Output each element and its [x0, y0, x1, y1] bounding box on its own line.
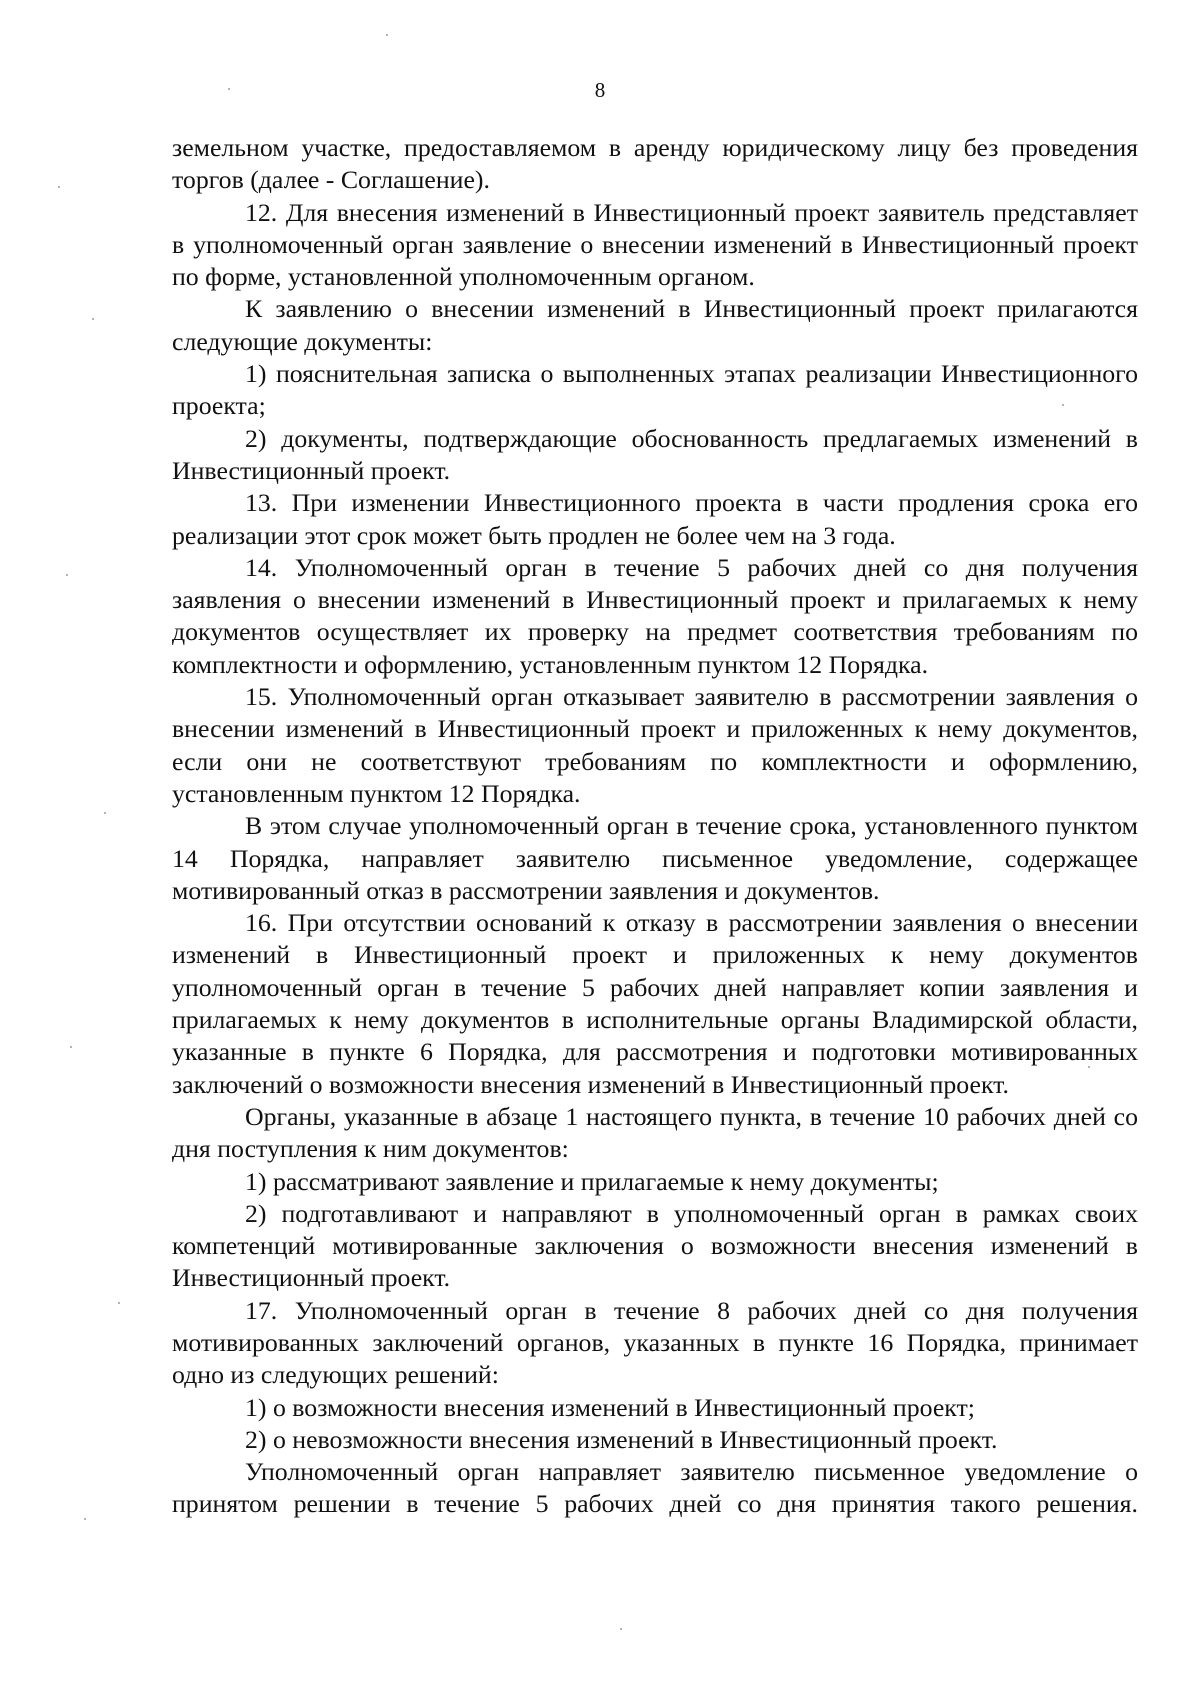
paragraph: Уполномоченный орган направляет заявителю письменное уведомление о принятом решении в течение 5 рабочих дней со дня принятия такого решения. — [172, 1457, 1138, 1519]
paragraph: В этом случае уполномоченный орган в течение срока, установленного пунктом 14 Порядка, направляет заявителю письменное уведомление, содержащее мотивированный отказ в рассмотрении заявления и документов. — [172, 811, 1138, 905]
paragraph: К заявлению о внесении изменений в Инвестиционный проект прилагаются следующие документы: — [172, 294, 1138, 356]
paragraph: Органы, указанные в абзаце 1 настоящего пункта, в течение 10 рабочих дней со дня поступления к ним документов: — [172, 1101, 1138, 1164]
paragraph: 14. Уполномоченный орган в течение 5 рабочих дней со дня получения заявления о внесении изменений в Инвестиционный проект и прилагаемых к нему документов осуществляет их проверку на предмет соответствия требованиям по комплектности и оформлению, установленным пунктом 12 Порядка. — [172, 552, 1138, 679]
paragraph: 2) о невозможности внесения изменений в Инвестиционный проект. — [245, 1424, 998, 1454]
scan-speck — [70, 1046, 72, 1048]
paragraph: 12. Для внесения изменений в Инвестиционный проект заявитель представляет в уполномоченный орган заявление о внесении изменений в Инвестиционный проект по форме, установленной уполномоченным органом. — [172, 197, 1138, 292]
paragraph: земельном участке, предоставляемом в аренду юридическому лицу без проведения торгов (далее - Соглашение). — [172, 133, 1138, 195]
paragraph: 2) документы, подтверждающие обоснованность предлагаемых изменений в Инвестиционный проект. — [172, 423, 1138, 485]
paragraph: 1) пояснительная записка о выполненных этапах реализации Инвестиционного проекта; — [172, 359, 1138, 421]
scan-speck — [58, 186, 60, 188]
paragraph: 16. При отсутствии оснований к отказу в рассмотрении заявления о внесении изменений в Инвестиционный проект и приложенных к нему документов уполномоченный орган в течение 5 рабочих дней направляет копии заявления и прилагаемых к нему документов в исполнительные органы Владимирской области, указанные в пункте 6 Порядка, для рассмотрения и подготовки мотивированных заключений о возможности внесения изменений в Инвестиционный проект. — [172, 908, 1138, 1099]
scan-speck — [118, 1302, 120, 1304]
scan-speck — [1088, 1066, 1090, 1068]
scan-speck — [84, 1518, 86, 1520]
scan-speck — [620, 1628, 622, 1630]
scan-speck — [386, 34, 388, 36]
scan-speck — [92, 318, 94, 320]
paragraph: 13. При изменении Инвестиционного проекта в части продления срока его реализации этот срок может быть продлен не более чем на 3 года. — [172, 488, 1138, 550]
paragraph: 1) о возможности внесения изменений в Инвестиционный проект; — [245, 1392, 975, 1422]
paragraph: 1) рассматривают заявление и прилагаемые к нему документы; — [245, 1166, 939, 1196]
scan-speck — [66, 574, 68, 576]
paragraph: 15. Уполномоченный орган отказывает заявителю в рассмотрении заявления о внесении изменений в Инвестиционный проект и приложенных к нему документов, если они не соответствуют требованиям по комплектности и оформлению, установленным пунктом 12 Порядка. — [172, 682, 1138, 808]
scan-speck — [1062, 404, 1064, 406]
document-body — [172, 132, 1138, 1521]
page-number: 8 — [594, 78, 606, 102]
scan-speck — [104, 812, 106, 814]
paragraph: 17. Уполномоченный орган в течение 8 рабочих дней со дня получения мотивированных заключений органов, указанных в пункте 16 Порядка, принимает одно из следующих решений: — [172, 1295, 1138, 1390]
paragraph: 2) подготавливают и направляют в уполномоченный орган в рамках своих компетенций мотивированные заключения о возможности внесения изменений в Инвестиционный проект. — [172, 1198, 1138, 1293]
scan-speck — [228, 88, 230, 90]
